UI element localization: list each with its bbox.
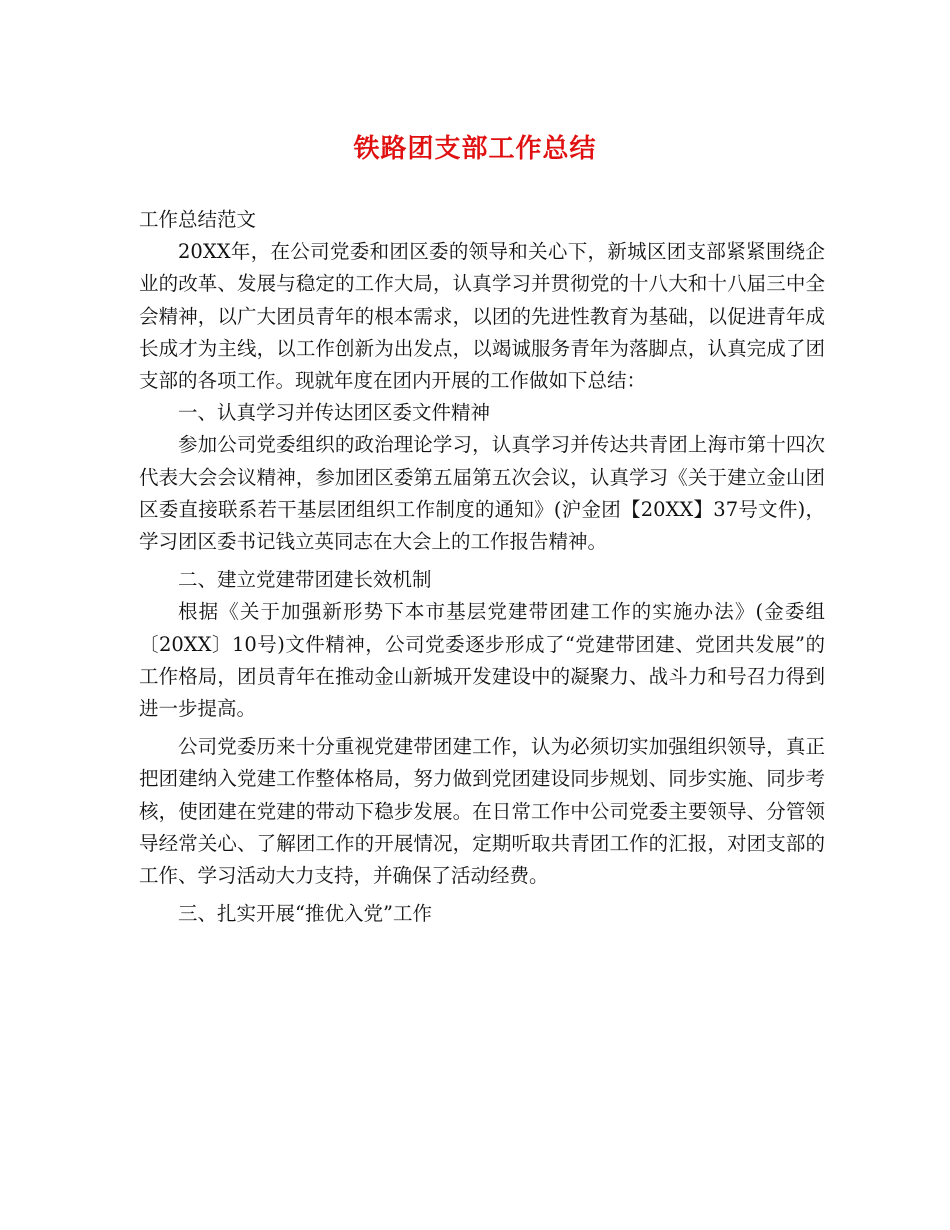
document-subtitle: 工作总结范文 [139,208,257,231]
section-heading-3: 三、扎实开展“推优入党”工作 [178,902,432,926]
paragraph-section-1: 参加公司党委组织的政治理论学习，认真学习并传达共青团上海市第十四次代表大会会议精神，参加团区委第五届第五次会议，认真学习《关于建立金山团区委直接联系若干基层团组织工作制度的通知》(沪金团【20XX】37号文件)，学习团区委书记钱立英同志在大会上的工作报告精神。 [139,433,825,554]
paragraph-section-2a: 根据《关于加强新形势下本市基层党建带团建工作的实施办法》(金委组〔20XX〕10号)文件精神，公司党委逐步形成了“党建带团建、党团共发展”的工作格局，团员青年在推动金山新城开发建设中的凝聚力、战斗力和号召力得到进一步提高。 [139,600,825,721]
paragraph-intro: 20XX年，在公司党委和团区委的领导和关心下，新城区团支部紧紧围绕企业的改革、发展与稳定的工作大局，认真学习并贯彻党的十八大和十八届三中全会精神，以广大团员青年的根本需求，以团的先进性教育为基础，以促进青年成长成才为主线，以工作创新为出发点，以竭诚服务青年为落脚点，认真完成了团支部的各项工作。现就年度在团内开展的工作做如下总结： [139,240,825,393]
document-title: 铁路团支部工作总结 [353,134,597,164]
section-heading-1: 一、认真学习并传达团区委文件精神 [178,401,491,425]
section-heading-2: 二、建立党建带团建长效机制 [178,568,432,592]
document-body [139,204,825,930]
paragraph-section-2b: 公司党委历来十分重视党建带团建工作，认为必须切实加强组织领导，真正把团建纳入党建工作整体格局，努力做到党团建设同步规划、同步实施、同步考核，使团建在党建的带动下稳步发展。在日常工作中公司党委主要领导、分管领导经常关心、了解团工作的开展情况，定期听取共青团工作的汇报，对团支部的工作、学习活动大力支持，并确保了活动经费。 [139,735,825,888]
